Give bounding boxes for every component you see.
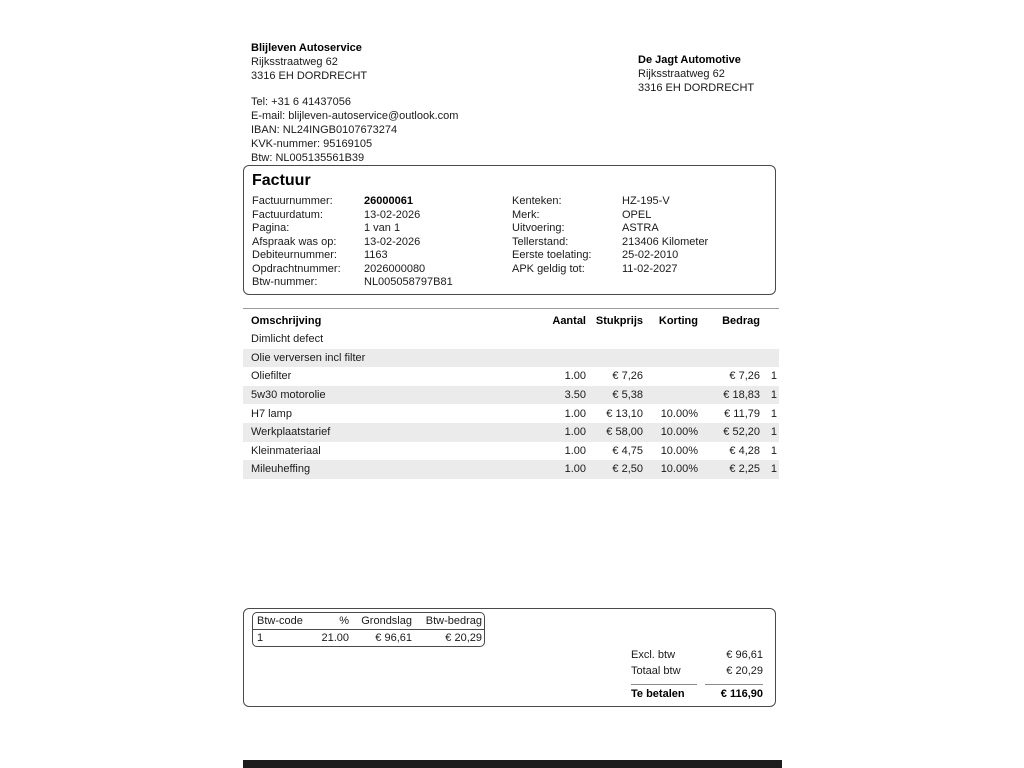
supplier-address-block [251,41,367,83]
vat-base: € 96,61 [375,632,412,644]
contact-kvk: KVK-nummer: 95169105 [251,138,373,150]
supplier-contact-block [251,95,458,165]
item-amount: € 7,26 [729,370,760,383]
item-qty: 3.50 [564,389,586,402]
summary-box [243,608,776,707]
item-description: Oliefilter [251,370,292,383]
item-qty: 1.00 [564,407,586,420]
field-pagina [252,222,508,236]
item-qty: 1.00 [564,370,586,383]
field-tellerstand [512,236,768,250]
customer-city: 3316 EH DORDRECHT [638,82,755,94]
field-merk [512,209,768,223]
field-value: 2026000080 [364,262,426,275]
item-vat-code: 1 [770,370,777,383]
item-description: Kleinmateriaal [251,444,321,457]
vat-col-pct: % [339,615,349,627]
item-vat-code: 1 [770,463,777,476]
item-amount: € 11,79 [724,407,760,420]
contact-phone: Tel: +31 6 41437056 [251,96,352,108]
total-vat-label: Totaal btw [631,665,681,677]
item-vat-code: 1 [770,389,777,402]
total-vat-value: € 20,29 [726,665,763,677]
vat-col-code: Btw-code [257,615,303,627]
vat-col-amount: Btw-bedrag [425,615,482,627]
item-unit-price: € 4,75 [612,444,643,457]
vat-col-base: Grondslag [361,615,412,627]
field-factuurdatum [252,209,508,223]
item-unit-price: € 5,38 [612,389,643,402]
next-page-edge [243,760,782,768]
item-discount: 10.00% [660,426,698,439]
item-vat-code: 1 [770,407,777,420]
invoice-page [243,0,779,768]
field-value: 1 van 1 [364,222,401,234]
vat-amount: € 20,29 [445,632,482,644]
item-row [243,386,779,405]
contact-btw: Btw: NL005135561B39 [251,152,365,164]
items-header-row [243,312,779,330]
field-value: 25-02-2010 [622,249,679,261]
field-apk-geldig-tot [512,263,768,277]
invoice-fields-right [512,195,768,276]
invoice-info-box [243,165,776,295]
field-label: Kenteken: [512,195,562,207]
item-row [243,423,779,442]
total-excl-label: Excl. btw [631,649,676,661]
field-afspraak [252,236,508,250]
contact-iban: IBAN: NL24INGB0107673274 [251,124,398,136]
field-label: Factuurnummer: [252,195,333,207]
field-value: OPEL [622,208,652,221]
field-label: Debiteurnummer: [252,249,337,261]
item-qty: 1.00 [564,444,586,457]
col-header-omschrijving: Omschrijving [251,315,322,327]
field-label: Afspraak was op: [252,235,337,248]
item-unit-price: € 2,50 [612,463,643,476]
total-due-label: Te betalen [631,684,697,700]
item-discount: 10.00% [660,444,698,457]
item-description: Dimlicht defect [251,333,324,346]
vat-table-row [253,630,484,646]
customer-name: De Jagt Automotive [638,54,741,66]
item-description: Mileuheffing [251,463,311,476]
field-kenteken [512,195,768,209]
field-label: Factuurdatum: [252,208,323,221]
item-row [243,330,779,349]
total-excl-value: € 96,61 [726,649,763,661]
customer-street: Rijksstraatweg 62 [638,68,725,80]
col-header-stukprijs: Stukprijs [595,315,643,327]
field-value: 26000061 [364,195,413,207]
item-description: Olie verversen incl filter [251,351,366,364]
field-value: 13-02-2026 [364,235,421,248]
field-label: APK geldig tot: [512,262,585,275]
totals-block [631,647,763,701]
col-header-korting: Korting [658,315,698,327]
item-unit-price: € 7,26 [612,370,643,383]
field-value: ASTRA [622,222,659,234]
items-table-top-rule [243,308,779,309]
field-value: HZ-195-V [622,195,670,207]
vat-code: 1 [257,632,264,644]
field-debiteurnummer [252,249,508,263]
item-unit-price: € 58,00 [606,426,643,439]
item-description: Werkplaatstarief [251,426,331,439]
field-value: NL005058797B81 [364,276,453,288]
item-qty: 1.00 [564,463,586,476]
supplier-street: Rijksstraatweg 62 [251,56,338,68]
field-opdrachtnummer [252,263,508,277]
vat-pct: 21.00 [321,632,349,644]
total-due-value: € 116,90 [705,684,763,700]
vat-table [252,612,485,647]
supplier-city: 3316 EH DORDRECHT [251,70,368,82]
supplier-name: Blijleven Autoservice [251,42,362,54]
field-label: Btw-nummer: [252,276,318,288]
item-amount: € 2,25 [729,463,760,476]
item-row [243,349,779,368]
total-vat-row [631,663,763,679]
item-discount: 10.00% [660,463,698,476]
field-btw-nummer [252,276,508,290]
field-label: Uitvoering: [512,222,565,234]
item-discount: 10.00% [660,407,698,420]
item-row [243,460,779,479]
item-description: H7 lamp [251,407,292,420]
invoice-fields-left [252,195,508,290]
col-header-bedrag: Bedrag [722,315,760,327]
field-uitvoering [512,222,768,236]
item-amount: € 4,28 [729,444,760,457]
field-label: Merk: [512,208,540,221]
total-due-row [631,683,763,701]
item-unit-price: € 13,10 [606,407,643,420]
customer-address-block [638,53,754,95]
field-factuurnummer [252,195,508,209]
item-vat-code: 1 [770,426,777,439]
field-eerste-toelating [512,249,768,263]
col-header-aantal: Aantal [552,315,586,327]
field-label: Tellerstand: [512,235,569,248]
item-amount: € 18,83 [723,389,760,402]
item-row [243,442,779,461]
field-label: Pagina: [252,222,290,234]
field-value: 213406 Kilometer [622,235,709,248]
field-value: 1163 [364,249,388,261]
field-value: 11-02-2027 [622,262,678,275]
item-description: 5w30 motorolie [251,389,326,402]
item-vat-code: 1 [770,444,777,457]
contact-email: E-mail: blijleven-autoservice@outlook.com [251,110,459,122]
field-label: Opdrachtnummer: [252,262,341,275]
vat-table-header [253,613,484,630]
field-value: 13-02-2026 [364,208,421,221]
item-amount: € 52,20 [723,426,760,439]
item-row [243,404,779,423]
field-label: Eerste toelating: [512,249,592,261]
line-items-table [243,312,779,479]
total-excl-row [631,647,763,663]
invoice-title: Factuur [252,172,311,189]
item-row [243,367,779,386]
item-qty: 1.00 [564,426,586,439]
